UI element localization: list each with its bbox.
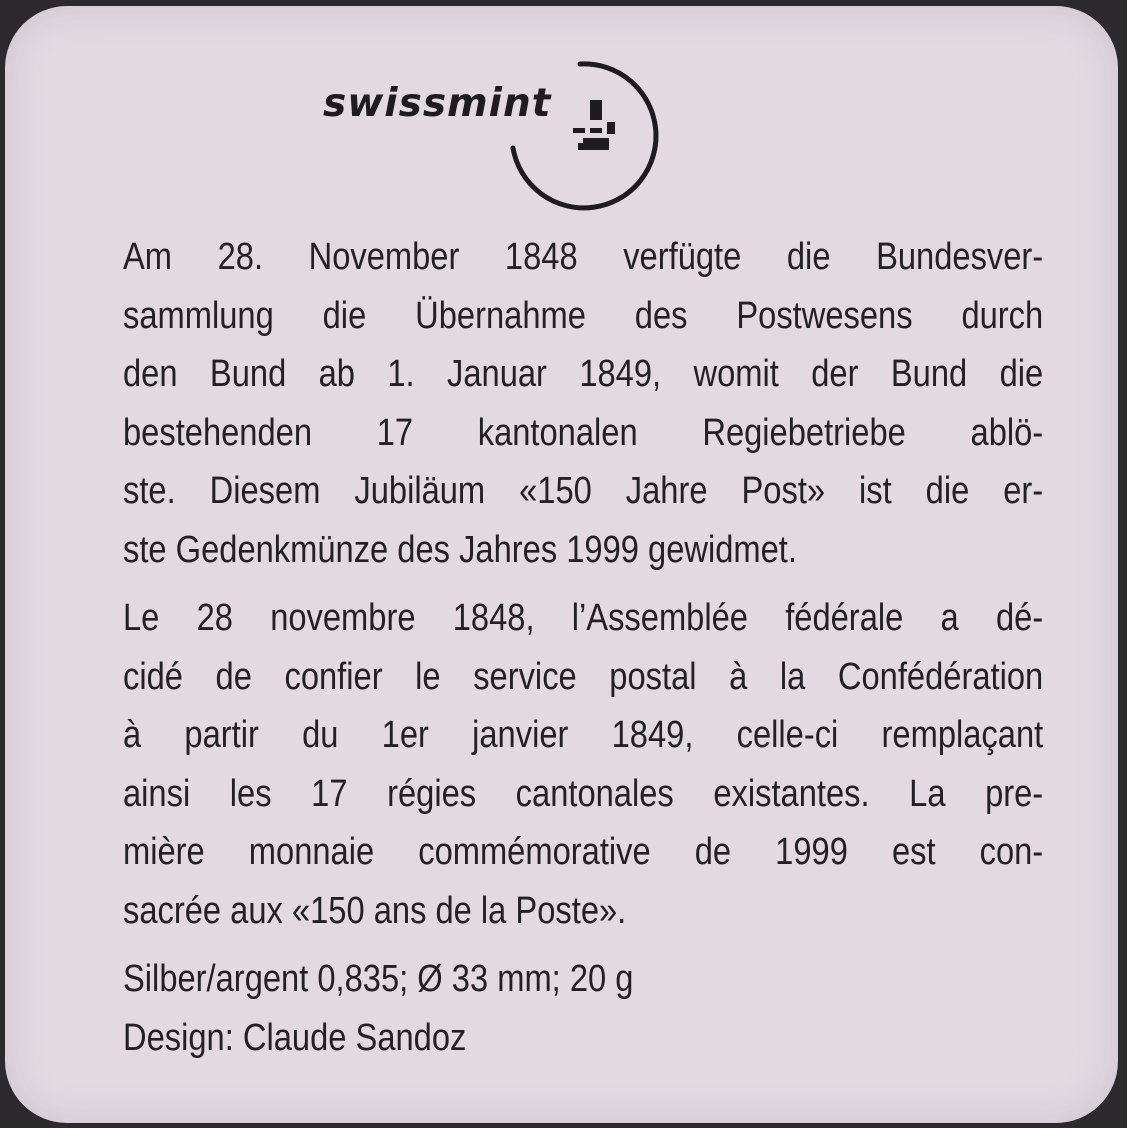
paragraph-german: [123, 228, 1043, 579]
text-line: ste Gedenkmünze des Jahres 1999 gewidmet.: [123, 528, 797, 571]
paragraph-french: [123, 589, 1043, 940]
text-line: Le 28 novembre 1848, l’Assemblée fédérale a dé-: [123, 597, 1044, 639]
text-line: ainsi les 17 régies cantonales existantes. La pre-: [123, 772, 1044, 815]
logo-wordmark: swissmint: [323, 81, 552, 126]
text-line: mière monnaie commémorative de 1999 est con-: [123, 831, 1044, 873]
specs: [123, 950, 1043, 1067]
text-line: cidé de confier le service postal à la Confédération: [123, 655, 1044, 698]
text-line: bestehenden 17 kantonalen Regiebetriebe ablö-: [123, 411, 1044, 454]
body-text: [123, 228, 1044, 1067]
swiss-cross-circle-icon: [495, 56, 665, 216]
text-line: Am 28. November 1848 verfügte die Bundesver-: [123, 236, 1044, 278]
swissmint-logo: [315, 56, 675, 216]
text-line: sammlung die Übernahme des Postwesens durch: [123, 294, 1044, 337]
text-line: ste. Diesem Jubiläum «150 Jahre Post» ist die er-: [123, 470, 1044, 512]
text-line: sacrée aux «150 ans de la Poste».: [123, 889, 627, 932]
info-card: [5, 6, 1118, 1123]
specs-line: Silber/argent 0,835; Ø 33 mm; 20 g: [123, 958, 634, 1000]
text-line: den Bund ab 1. Januar 1849, womit der Bund die: [123, 353, 1044, 395]
text-line: à partir du 1er janvier 1849, celle-ci remplaçant: [123, 714, 1044, 756]
designer-line: Design: Claude Sandoz: [123, 1016, 467, 1059]
